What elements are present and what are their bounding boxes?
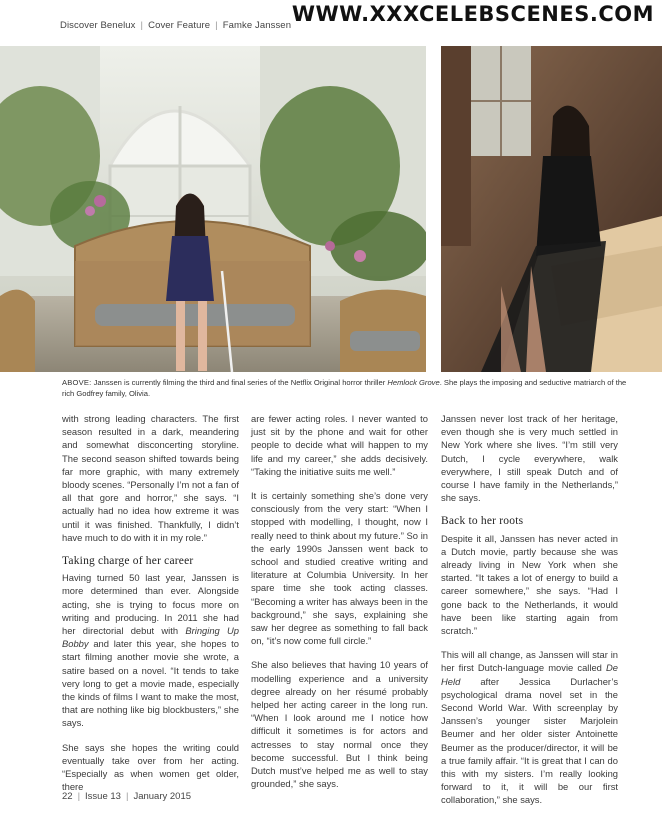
section-heading: Back to her roots xyxy=(441,515,524,528)
page-number: 22 xyxy=(62,791,73,802)
paragraph xyxy=(62,571,239,729)
paragraph: Despite it all, Janssen has never acted in a Dutch movie, partly because she was already living in New York when she started. “It takes a lot of energy to build a career somewhere,” she says. “Had I gone back to the Netherlands, it would have been like starting again from scratch.” xyxy=(441,532,618,637)
photo-conservatory-illustration xyxy=(0,46,426,372)
paragraph: She also believes that having 10 years of modelling experience and a university degree already on her résumé probably helped her acting career in the long run. “When I look around me I notice how difficult it sometimes is for actors and actresses to stay normal once they become successful. But I think being Dutch must’ve helped me as well to stay grounded,” she says. xyxy=(251,659,428,790)
paragraph xyxy=(441,648,618,806)
caption-lead: ABOVE: xyxy=(62,378,92,387)
issue-date: January 2015 xyxy=(133,791,192,802)
article-column-1 xyxy=(62,412,239,804)
paragraph-text: and later this year, she hopes to start filming another movie she wrote, a satire based on a novel. “It tends to take very long to get a movie made, especially the kinds of films I want to make the most, that are nothing like big blockbusters,” she says. xyxy=(62,638,239,729)
header-feature: Cover Feature xyxy=(148,20,211,31)
footer-divider: | xyxy=(77,791,81,802)
header-divider: | xyxy=(140,20,144,31)
watermark: WWW.XXXCELEBSCENES.COM xyxy=(291,2,654,26)
article-column-3 xyxy=(441,412,618,818)
paragraph: are fewer acting roles. I never wanted to just sit by the phone and wait for other people to decide what will happen to my life and my career,” she adds decisively. “Taking the initiative suits me well.” xyxy=(251,413,428,477)
caption-text-before: Janssen is currently filming the third and final series of the Netflix Original horror thriller xyxy=(93,378,386,387)
page-footer xyxy=(62,791,191,802)
photo-caption xyxy=(62,378,640,399)
section-heading: Taking charge of her career xyxy=(62,555,194,568)
header-divider: | xyxy=(215,20,218,31)
paragraph-text: This will all change, as Janssen will star in her first Dutch-language movie called xyxy=(441,649,618,674)
photo-bedroom-illustration xyxy=(441,46,662,372)
caption-title: Hemlock Grove xyxy=(387,378,440,387)
caption-text-after: . She plays the imposing and seductive matriarch of the rich Godfrey family, Olivia. xyxy=(62,378,627,398)
footer-divider: | xyxy=(125,791,129,802)
paragraph-text: after Jessica Durlacher’s psychological drama novel set in the Second World War. With screenplay by Janssen’s younger sister Marjolein Beumer and her older sister Antoinette Beumer as the producer/director, it will be a true family affair. “It is great that I can do this with my sisters. I’m really looking forward to it, it will be our first collaboration,” she says. xyxy=(441,675,619,806)
header-section: Discover Benelux xyxy=(60,20,136,31)
film-title: De Held xyxy=(441,662,619,687)
film-title: Bringing Up Bobby xyxy=(62,625,239,650)
running-header xyxy=(60,20,291,31)
paragraph: It is certainly something she’s done very consciously from the very start: “When I stopped with modelling, I thought, now I really need to think about my future.” So in the early 1990s Janssen went back to school and studied creative writing and literature at Columbia University. In her spare time she took acting classes. “Becoming a writer has always been in the background,” she says, explaining she saw her degree as something to fall back on, “it’s now come full circle.” xyxy=(251,490,428,647)
article-column-2 xyxy=(251,412,428,801)
issue-number: Issue 13 xyxy=(85,791,121,802)
paragraph-text: Having turned 50 last year, Janssen is more determined than ever. Alongside acting, she is trying to focus more on writing and producing. In 2011 she had her directorial debut with xyxy=(62,572,239,637)
photo-bedroom xyxy=(441,46,662,372)
paragraph: She says she hopes the writing could eventually take over from her acting. “Especially as when women get older, there xyxy=(62,741,239,793)
photo-conservatory xyxy=(0,46,426,372)
paragraph: with strong leading characters. The first season resulted in a dark, meandering and somewhat disconcerting storyline. The second season shifted towards being far more graphic, with many extremely bloody scenes. “Personally I’m not a fan of all that gore and horror,” she says. “I actually had no idea how extreme it was until it was finished. Thankfully, I didn’t have much to do with it in my role.” xyxy=(62,413,239,543)
header-subject: Famke Janssen xyxy=(222,20,292,31)
paragraph: Janssen never lost track of her heritage, even though she is very much settled in New York where she lives. “I’m still very Dutch, I cycle everywhere, walk everywhere, I still speak Dutch and of course I have family in the Netherlands,” she says. xyxy=(441,413,618,504)
